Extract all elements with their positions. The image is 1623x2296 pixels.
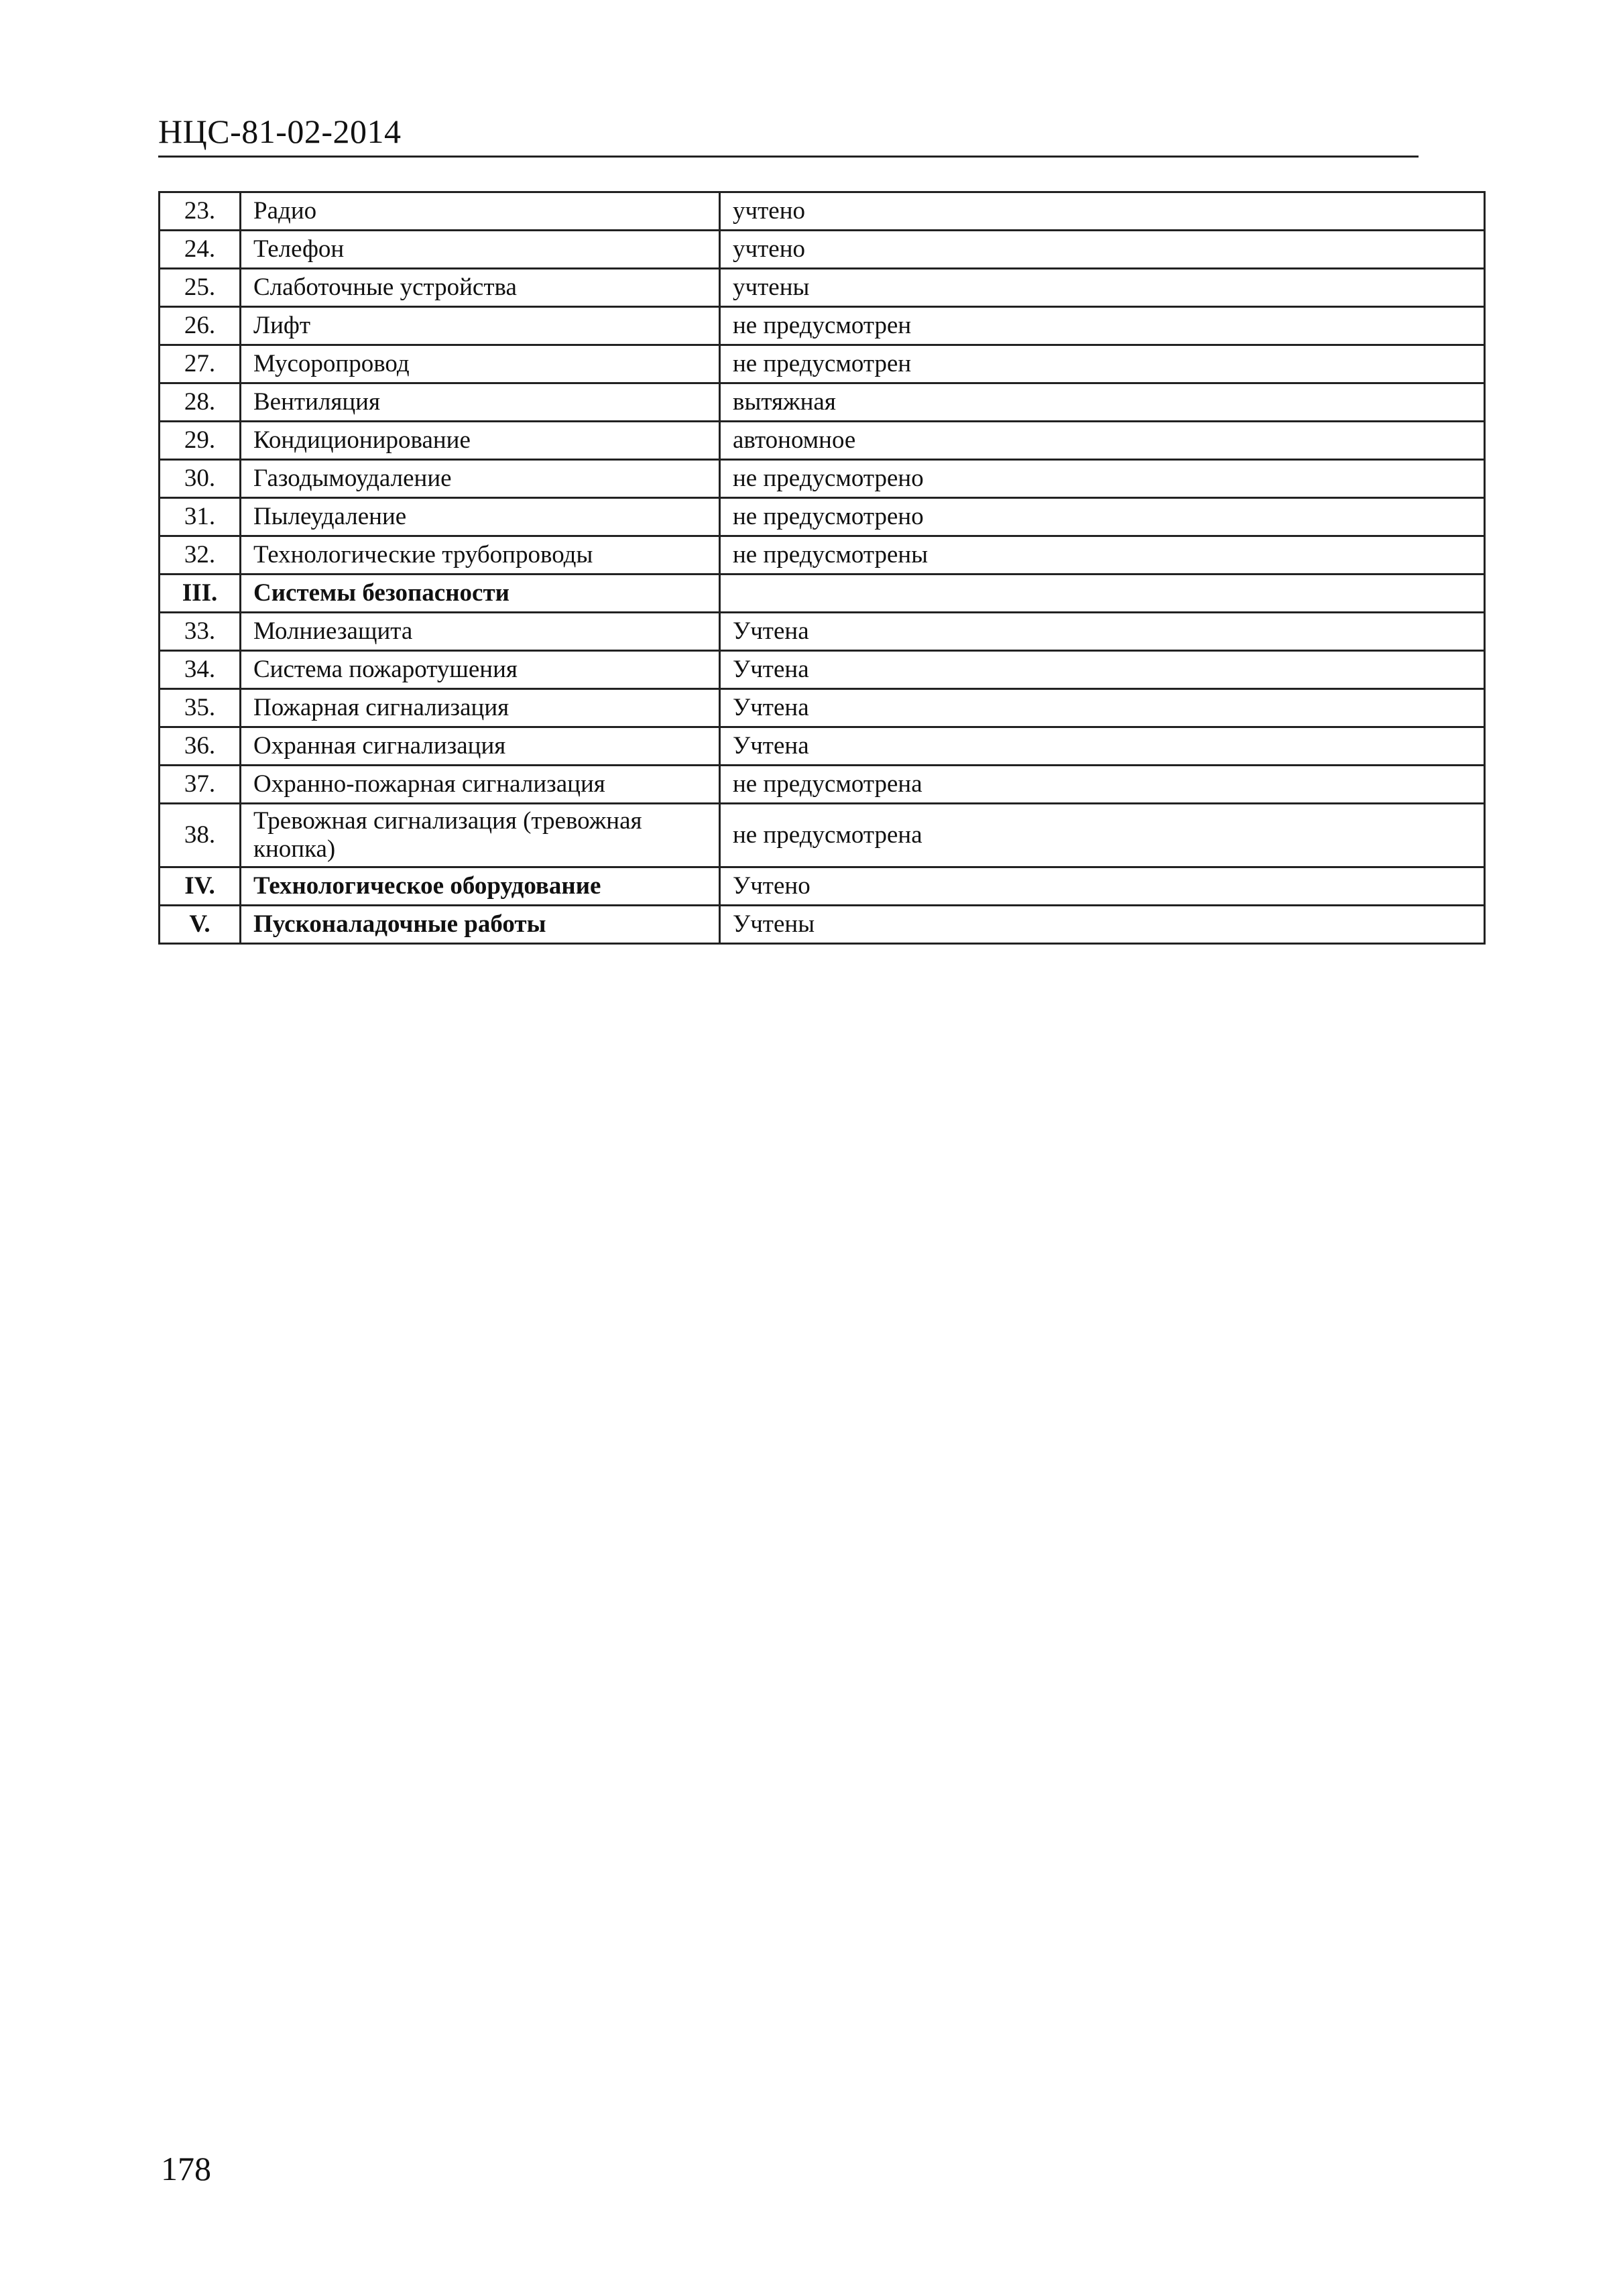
page-header: [158, 107, 1419, 158]
table-row: [160, 536, 1485, 575]
row-name: Мусоропровод: [241, 345, 720, 383]
row-status: учтены: [720, 269, 1485, 307]
row-name: Молниезащита: [241, 613, 720, 651]
row-status: не предусмотрен: [720, 345, 1485, 383]
section-title: Системы безопасности: [241, 575, 720, 613]
table-row: [160, 766, 1485, 804]
section-title: Пусконаладочные работы: [241, 906, 720, 944]
row-status: Учтена: [720, 727, 1485, 766]
page-number: 178: [161, 2150, 211, 2187]
section-number: IV.: [160, 867, 241, 906]
row-number: 35.: [160, 689, 241, 727]
table-row: [160, 345, 1485, 383]
row-number: 26.: [160, 307, 241, 345]
table-row: [160, 651, 1485, 689]
row-name: Охранная сигнализация: [241, 727, 720, 766]
row-number: 37.: [160, 766, 241, 804]
row-number: 27.: [160, 345, 241, 383]
table-row: [160, 613, 1485, 651]
row-status: вытяжная: [720, 383, 1485, 422]
row-number: 33.: [160, 613, 241, 651]
row-number: 32.: [160, 536, 241, 575]
row-name: Газодымоудаление: [241, 460, 720, 498]
row-status: учтено: [720, 192, 1485, 231]
table-row: [160, 498, 1485, 536]
document-code: НЦС-81-02-2014: [158, 113, 402, 150]
row-name: Технологические трубопроводы: [241, 536, 720, 575]
row-name: Лифт: [241, 307, 720, 345]
section-status: [720, 575, 1485, 613]
row-name: Охранно-пожарная сигнализация: [241, 766, 720, 804]
table-row: [160, 422, 1485, 460]
section-title: Технологическое оборудование: [241, 867, 720, 906]
row-name: Вентиляция: [241, 383, 720, 422]
row-status: Учтена: [720, 689, 1485, 727]
table-row: [160, 307, 1485, 345]
table-row: [160, 192, 1485, 231]
row-number: 36.: [160, 727, 241, 766]
row-number: 24.: [160, 231, 241, 269]
row-number: 29.: [160, 422, 241, 460]
row-name: Телефон: [241, 231, 720, 269]
row-status: Учтена: [720, 613, 1485, 651]
table-row: [160, 383, 1485, 422]
table-row: [160, 269, 1485, 307]
table-row: [160, 460, 1485, 498]
row-status: не предусмотрено: [720, 498, 1485, 536]
row-status: не предусмотрено: [720, 460, 1485, 498]
row-name: Система пожаротушения: [241, 651, 720, 689]
section-row: [160, 867, 1485, 906]
table-row: [160, 804, 1485, 867]
row-number: 34.: [160, 651, 241, 689]
table-row: [160, 727, 1485, 766]
row-number: 38.: [160, 804, 241, 867]
specification-table: [158, 191, 1486, 945]
row-name: Кондиционирование: [241, 422, 720, 460]
row-number: 28.: [160, 383, 241, 422]
table-row: [160, 231, 1485, 269]
row-status: не предусмотрена: [720, 766, 1485, 804]
row-number: 31.: [160, 498, 241, 536]
section-row: [160, 906, 1485, 944]
row-number: 23.: [160, 192, 241, 231]
row-status: Учтена: [720, 651, 1485, 689]
row-status: учтено: [720, 231, 1485, 269]
table-row: [160, 689, 1485, 727]
row-status: не предусмотрены: [720, 536, 1485, 575]
section-number: III.: [160, 575, 241, 613]
row-number: 25.: [160, 269, 241, 307]
section-number: V.: [160, 906, 241, 944]
section-status: Учтено: [720, 867, 1485, 906]
section-row: [160, 575, 1485, 613]
row-number: 30.: [160, 460, 241, 498]
row-status: не предусмотрен: [720, 307, 1485, 345]
row-status: не предусмотрена: [720, 804, 1485, 867]
row-name: Радио: [241, 192, 720, 231]
row-name: Пожарная сигнализация: [241, 689, 720, 727]
row-name: Тревожная сигнализация (тревожная кнопка): [241, 804, 720, 867]
row-name: Слаботочные устройства: [241, 269, 720, 307]
section-status: Учтены: [720, 906, 1485, 944]
row-status: автономное: [720, 422, 1485, 460]
row-name: Пылеудаление: [241, 498, 720, 536]
